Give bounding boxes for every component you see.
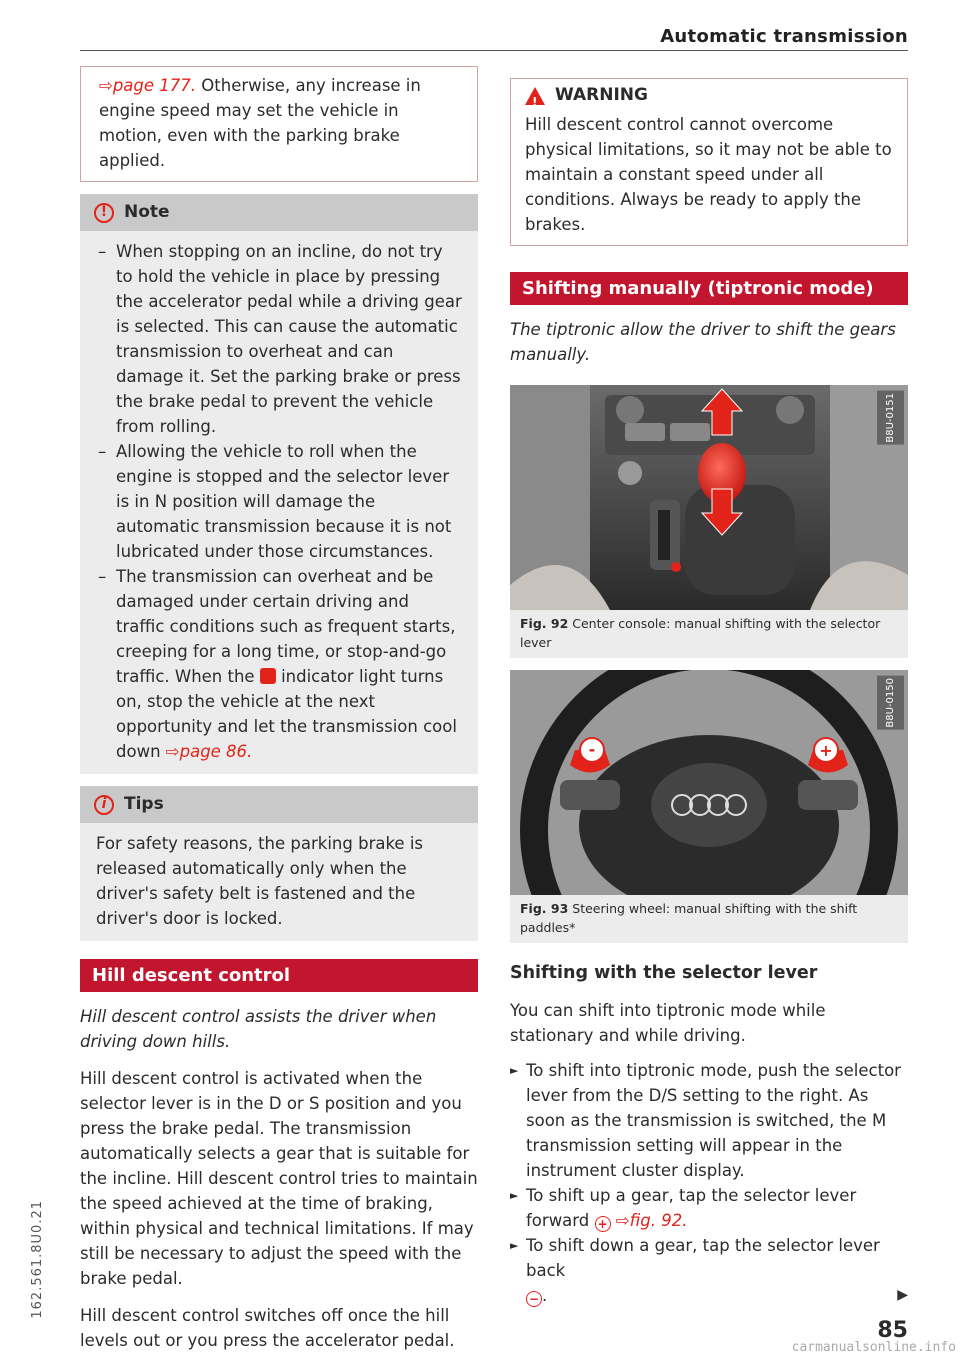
figure-93-code: B8U-0150 [877, 676, 904, 730]
note-item [96, 564, 462, 764]
section-heading-tiptronic: Shifting manually (tiptronic mode) [510, 272, 908, 305]
left-column [80, 66, 478, 1353]
tiptronic-lead: The tiptronic allow the driver to shift the gears manually. [510, 320, 896, 364]
hill-lead: Hill descent control assists the driver when driving down hills. [80, 1007, 437, 1051]
warning-triangle-icon: ! [525, 87, 545, 105]
center-console-illustration [510, 385, 908, 610]
transmission-warning-indicator-icon [260, 668, 276, 684]
tips-body: For safety reasons, the parking brake is released automatically only when the driver's safety belt is fastened and the driver's door is locked. [96, 834, 424, 928]
continued-warning-box [80, 66, 478, 182]
note-item3-text-a: The transmission can overheat and be damaged under certain driving and traffic conditions such as frequent starts, creeping for a long time, or stop-and-go traffic. When the [116, 567, 456, 686]
exclamation-icon: ! [94, 203, 114, 223]
figure-93-caption [510, 895, 908, 943]
figure-92-caption-text: Center console: manual shifting with the selector lever [520, 616, 881, 650]
running-header: Automatic transmission [660, 26, 908, 47]
selector-step: ► To shift down a gear, tap the selector lever back − . ▶ [510, 1233, 908, 1308]
page-ref-177[interactable]: ⇨page 177. [99, 76, 197, 95]
warning-header [511, 79, 907, 112]
selector-steps [510, 1058, 908, 1308]
tips-box [80, 786, 478, 941]
note-item: – Allowing the vehicle to roll when the engine is stopped and the selector lever is in N position will damage the automatic transmission because it is not lubricated under those circumstances. [96, 439, 462, 564]
note-body [80, 231, 478, 774]
right-column [510, 78, 908, 1308]
page-number: 85 [877, 1318, 908, 1343]
note-item: – When stopping on an incline, do not try to hold the vehicle in place by pressing the accelerator pedal while a driving gear is selected. This can cause the automatic transmission to overheat and can damage it. Set the parking brake or press the brake pedal to prevent the vehicle from rolling. [96, 239, 462, 439]
minus-circle-icon: − [526, 1291, 542, 1307]
header-rule [80, 50, 908, 51]
warning-box [510, 78, 908, 246]
center-console-image [510, 385, 908, 610]
note-title: Note [124, 202, 170, 222]
steering-wheel-illustration [510, 670, 908, 895]
tips-header [80, 786, 478, 823]
hill-paragraph-1: Hill descent control is activated when the selector lever is in the D or S position and you press the brake pedal. The transmission automatically selects a gear that is suitable for the incline. Hill descent control tries to maintain the speed achieved at the time of braking, within physical and technical limitations. If may still be necessary to adjust the speed with the brake pedal. [80, 1069, 478, 1288]
figure-93-caption-text: Steering wheel: manual shifting with the shift paddles* [520, 901, 858, 935]
figure-92-code: B8U-0151 [877, 391, 904, 445]
section-heading-hill-descent: Hill descent control [80, 959, 478, 992]
watermark: carmanualsonline.info [791, 1340, 956, 1355]
svg-text:-: - [588, 740, 596, 759]
figure-ref-92[interactable]: ⇨fig. 92. [615, 1211, 688, 1230]
selector-step-2-text: To shift up a gear, tap the selector lever forward [526, 1186, 857, 1230]
hill-paragraph-2: Hill descent control switches off once the hill levels out or you press the accelerator pedal. [80, 1306, 455, 1350]
selector-step: ► To shift into tiptronic mode, push the selector lever from the D/S setting to the right. As soon as the transmission is switched, the M transmission setting will appear in the instrument cluster display. [510, 1058, 908, 1183]
steering-wheel-image [510, 670, 908, 895]
figure-92-label: Fig. 92 [520, 616, 569, 631]
info-icon: i [94, 795, 114, 815]
warning-title: WARNING [555, 85, 648, 105]
side-document-code: 162.561.8U0.21 [30, 1200, 45, 1319]
note-list [96, 239, 462, 764]
figure-93-label: Fig. 93 [520, 901, 569, 916]
page-ref-86[interactable]: ⇨page 86. [165, 742, 253, 761]
figure-92 [510, 385, 908, 658]
selector-step [510, 1183, 908, 1233]
plus-circle-icon: + [595, 1216, 611, 1232]
continue-arrow-icon: ▶ [897, 1287, 908, 1303]
tips-title: Tips [124, 794, 164, 814]
selector-paragraph: You can shift into tiptronic mode while stationary and while driving. [510, 1001, 826, 1045]
subheading-selector-lever: Shifting with the selector lever [510, 963, 818, 983]
figure-93 [510, 670, 908, 943]
note-header [80, 194, 478, 231]
selector-step-3-text: To shift down a gear, tap the selector lever back [526, 1236, 880, 1280]
svg-text:+: + [819, 741, 833, 760]
continuation-text: Otherwise, any increase in engine speed may set the vehicle in motion, even with the parking brake applied. [99, 76, 421, 170]
note-item3-text-b: indicator light turns on, stop the vehicle at the next opportunity and let the transmission cool down [116, 667, 457, 761]
figure-92-caption [510, 610, 908, 658]
warning-text: Hill descent control cannot overcome physical limitations, so it may not be able to maintain a constant speed under all conditions. Always be ready to apply the brakes. [525, 115, 892, 234]
note-box [80, 194, 478, 774]
